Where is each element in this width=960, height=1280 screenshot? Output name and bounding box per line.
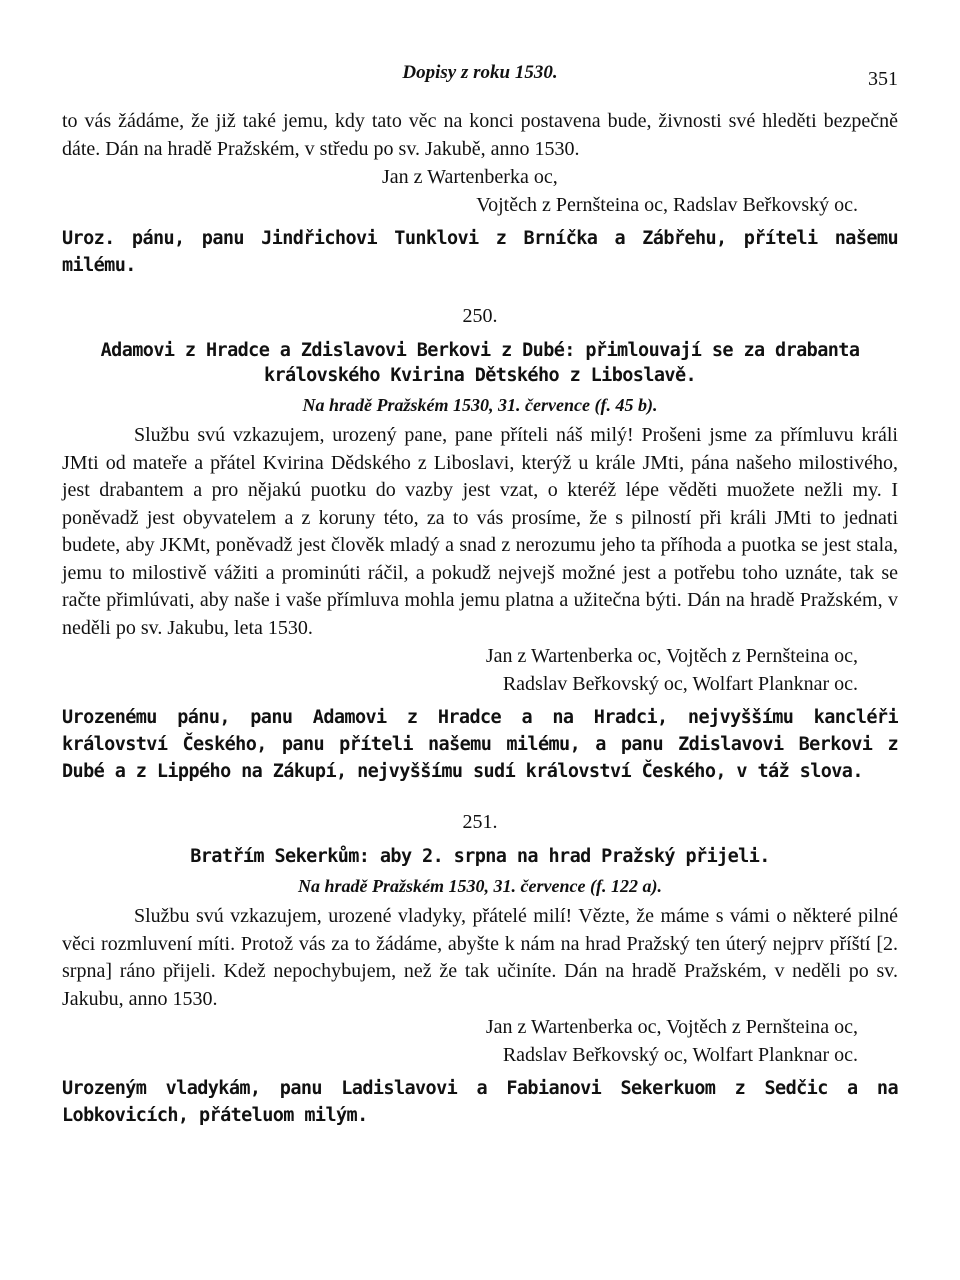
signature-line: Jan z Wartenberka oc, Vojtěch z Pernšteina oc, xyxy=(485,1016,858,1038)
document-number: 250. xyxy=(462,305,498,327)
letter-250 xyxy=(62,305,898,785)
letter-body: Službu svú vzkazujem, urozený pane, pane příteli náš milý! Prošeni jsme za přímluvu králi JMti od mateře a přátel Kvirina Dědského z Liboslavi, kterýž u krále JMti, pána našeho milostivého, jest drabantem a pro nějakú puotku do vazby jest vzat, o kteréž lépe věděti muožete nežli my. I poněvadž jest obyvatelem a z koruny této, za to vás prosíme, že s pilností při králi JMti to jednati budete, aby JKMt, poněvadž jest člověk mladý a snad z nerozumu jeho ta příhoda a puotka se jest stala, jemu to milostivě vážiti a prominúti ráčil, a pokudž nejvejš možné jest a potřebu toho uznáte, tak se račte přimlúvati, aby naše i vaše přímluva mohla jemu platna a užitečna býti. Dán na hradě Pražském, v neděli po sv. Jakubu, leta 1530. xyxy=(62,424,898,639)
page-content xyxy=(62,108,898,1129)
letter-heading: Bratřím Sekerkům: aby 2. srpna na hrad Pražský přijeli. xyxy=(190,846,770,867)
letter-address: Urozeným vladykám, panu Ladislavovi a Fabianovi Sekerkuom z Sedčic a na Lobkovicích, přáteluom milým. xyxy=(62,1078,898,1126)
signature-line: Vojtěch z Pernšteina oc, Radslav Beřkovský oc. xyxy=(476,194,858,216)
letter-249-continuation xyxy=(62,108,898,279)
letter-dateline: Na hradě Pražském 1530, 31. července (f. 122 a). xyxy=(298,876,662,896)
letter-body: to vás žádáme, že již také jemu, kdy tato věc na konci postavena bude, živnosti své hleděti bezpečně dáte. Dán na hradě Pražském, v středu po sv. Jakubě, anno 1530. xyxy=(62,110,898,160)
letter-address: Uroz. pánu, panu Jindřichovi Tunklovi z Brníčka a Zábřehu, příteli našemu milému. xyxy=(62,228,898,276)
letter-heading: Adamovi z Hradce a Zdislavovi Berkovi z Dubé: přimlouvají se za drabanta královského Kvirina Dětského z Liboslavě. xyxy=(100,340,860,386)
signature-line: Radslav Beřkovský oc, Wolfart Planknar oc. xyxy=(502,1044,858,1066)
running-header xyxy=(62,62,898,90)
signature-line: Jan z Wartenberka oc, Vojtěch z Pernšteina oc, xyxy=(485,645,858,667)
letter-251 xyxy=(62,811,898,1129)
letter-dateline: Na hradě Pražském 1530, 31. července (f. 45 b). xyxy=(302,395,658,415)
signature-line: Radslav Beřkovský oc, Wolfart Planknar oc. xyxy=(502,673,858,695)
letter-body: Službu svú vzkazujem, urozené vladyky, přátelé milí! Vězte, že máme s vámi o některé pilné věci rozmluvení míti. Protož vás za to žádáme, abyšte k nám na hrad Pražský ten úterý nejprv příští [2. srpna] ráno přijeli. Kdež nepochybujem, než že tak učiníte. Dán na hradě Pražském, v neděli po sv. Jakubu, anno 1530. xyxy=(62,905,898,1010)
signature-line: Jan z Wartenberka oc, xyxy=(382,166,558,188)
running-title: Dopisy z roku 1530. xyxy=(402,62,558,83)
document-number: 251. xyxy=(462,811,498,833)
page-number: 351 xyxy=(868,68,898,90)
letter-address: Urozenému pánu, panu Adamovi z Hradce a na Hradci, nejvyššímu kancléři království Českého, panu příteli našemu milému, a panu Zdislavovi Berkovi z Dubé a z Lippého na Zákupí, nejvyššímu sudí království Českého, v táž slova. xyxy=(62,707,898,782)
